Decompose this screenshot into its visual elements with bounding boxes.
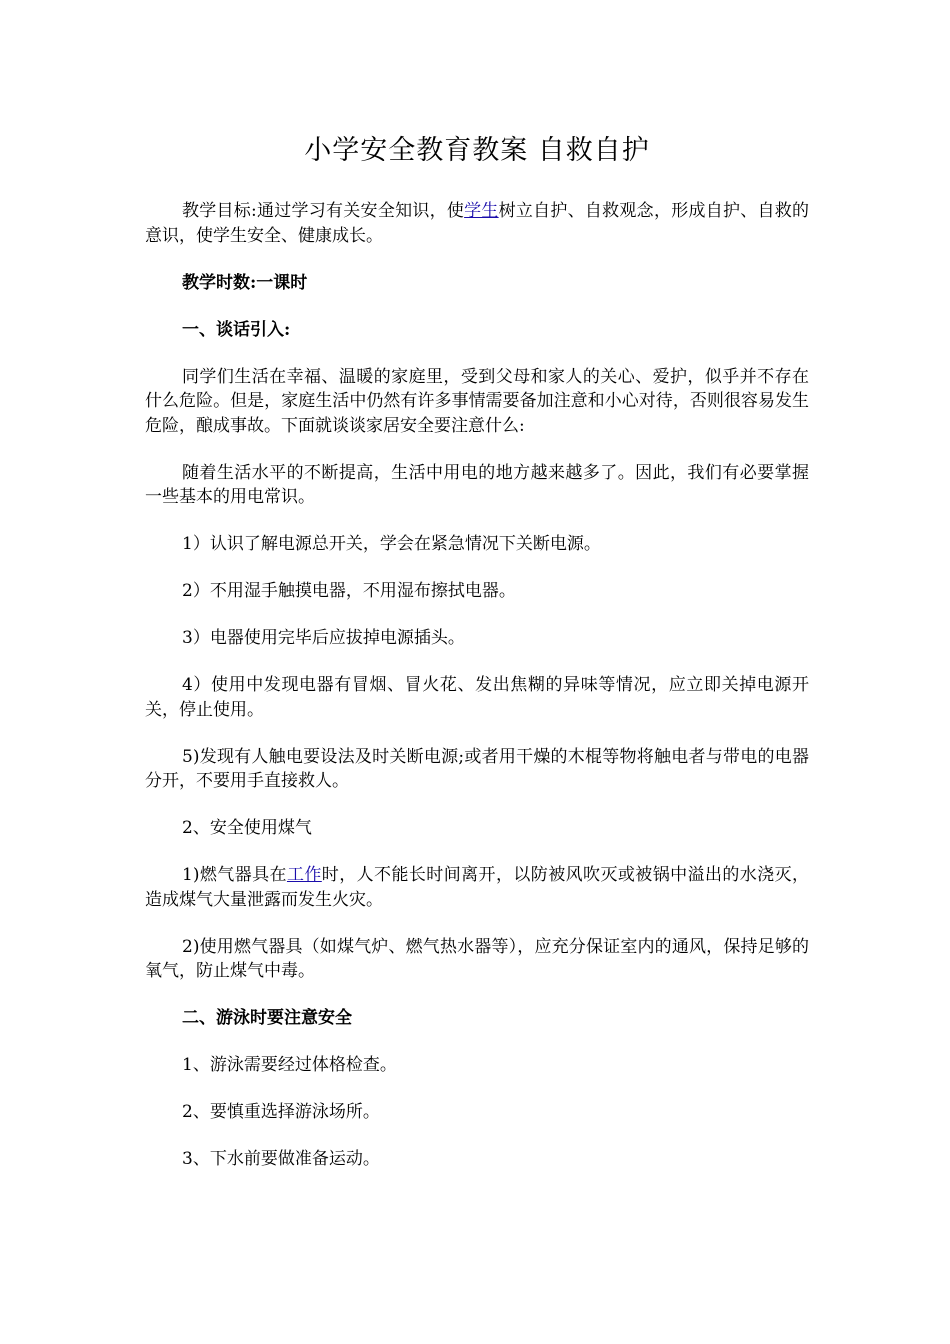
section1-heading: 一、谈话引入: bbox=[182, 319, 291, 340]
electric-intro-paragraph: 随着生活水平的不断提高，生活中用电的地方越来越多了。因此，我们有必要掌握一些基本的用电常识。 bbox=[145, 462, 809, 507]
work-link[interactable]: 工作 bbox=[286, 865, 322, 885]
electric-item-1: 1）认识了解电源总开关，学会在紧急情况下关断电源。 bbox=[182, 534, 601, 554]
swim-item-1: 1、游泳需要经过体格检查。 bbox=[182, 1055, 397, 1075]
electric-item-3: 3）电器使用完毕后应拔掉电源插头。 bbox=[182, 628, 465, 648]
gas-heading: 2、安全使用煤气 bbox=[182, 818, 312, 838]
document-title: 小学安全教育教案 自救自护 bbox=[304, 135, 650, 166]
electric-item-2: 2）不用湿手触摸电器，不用湿布擦拭电器。 bbox=[182, 581, 516, 601]
gas-item-1 bbox=[145, 863, 809, 912]
objective-text-before: 教学目标:通过学习有关安全知识，使 bbox=[182, 201, 465, 221]
document-page bbox=[145, 133, 809, 1194]
teaching-hours: 教学时数:一课时 bbox=[182, 272, 308, 293]
gas-item-2: 2)使用燃气器具（如煤气炉、燃气热水器等），应充分保证室内的通风，保持足够的氧气，防止煤气中毒。 bbox=[145, 936, 809, 981]
electric-item-5: 5)发现有人触电要设法及时关断电源;或者用干燥的木棍等物将触电者与带电的电器分开，不要用手直接救人。 bbox=[145, 746, 809, 791]
swim-item-2: 2、要慎重选择游泳场所。 bbox=[182, 1102, 380, 1122]
student-link[interactable]: 学生 bbox=[464, 201, 499, 221]
gas-item-1-after: 时，人不能长时间离开，以防被风吹灭或被锅中溢出的水浇灭，造成煤气大量泄露而发生火灾。 bbox=[145, 865, 810, 910]
objective-paragraph bbox=[145, 199, 809, 248]
objective-text-after: 树立自护、自救观念，形成自护、自救的意识，使学生安全、健康成长。 bbox=[145, 201, 809, 246]
gas-item-1-before: 1)燃气器具在 bbox=[182, 865, 287, 885]
electric-item-4: 4）使用中发现电器有冒烟、冒火花、发出焦糊的异味等情况，应立即关掉电源开关，停止使用。 bbox=[145, 675, 809, 720]
section2-heading: 二、游泳时要注意安全 bbox=[182, 1008, 352, 1028]
intro-paragraph: 同学们生活在幸福、温暖的家庭里，受到父母和家人的关心、爱护，似乎并不存在什么危险。但是，家庭生活中仍然有许多事情需要备加注意和小心对待，否则很容易发生危险，酿成事故。下面就谈谈家居安全要注意什么: bbox=[145, 366, 809, 436]
swim-item-3: 3、下水前要做准备运动。 bbox=[182, 1149, 380, 1169]
